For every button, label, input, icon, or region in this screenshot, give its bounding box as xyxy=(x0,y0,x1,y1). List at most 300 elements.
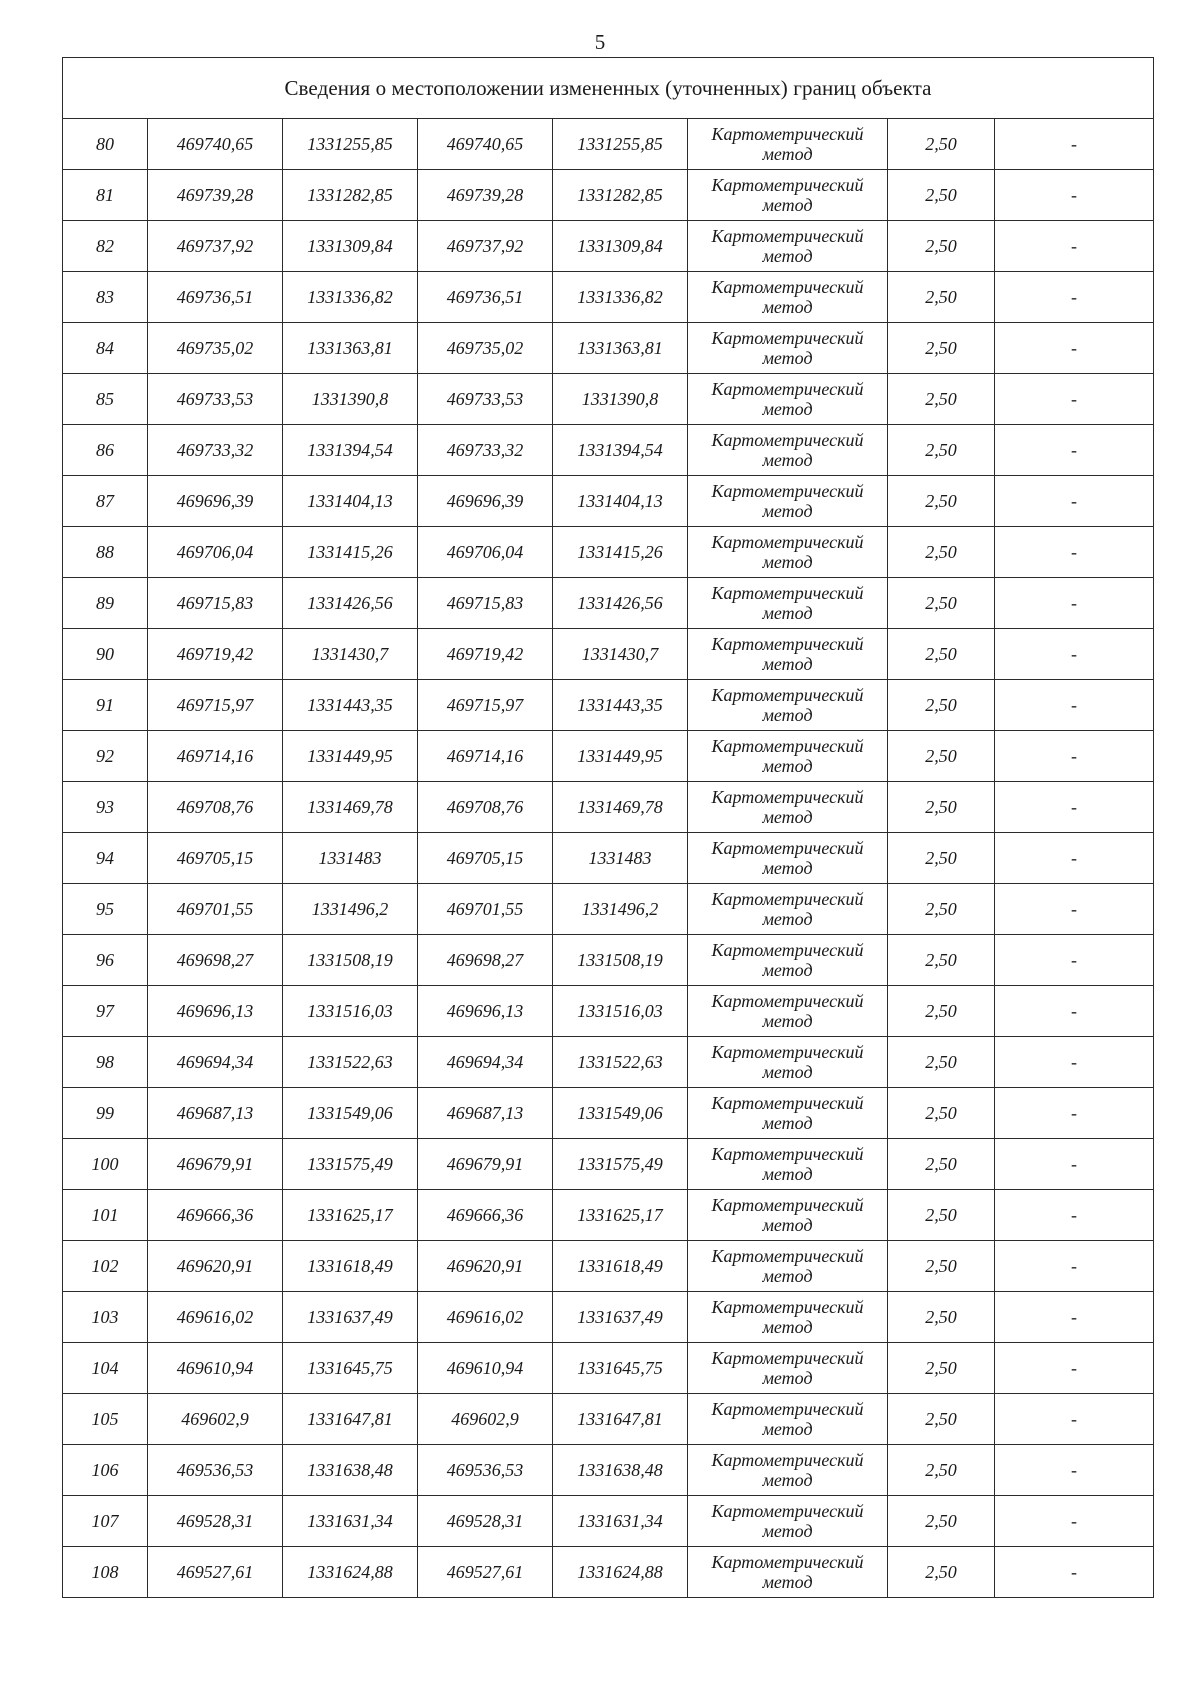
refined-y-cell: 1331336,82 xyxy=(553,272,688,323)
existing-y-cell: 1331516,03 xyxy=(283,986,418,1037)
existing-y-cell: 1331390,8 xyxy=(283,374,418,425)
point-number-cell: 83 xyxy=(63,272,148,323)
refined-y-cell: 1331508,19 xyxy=(553,935,688,986)
note-cell: - xyxy=(995,1088,1154,1139)
existing-x-cell: 469527,61 xyxy=(148,1547,283,1598)
table-row xyxy=(63,374,1154,425)
existing-x-cell: 469737,92 xyxy=(148,221,283,272)
existing-y-cell: 1331394,54 xyxy=(283,425,418,476)
accuracy-cell: 2,50 xyxy=(888,119,995,170)
method-label-line2: метод xyxy=(762,1011,813,1031)
method-label-line1: Картометрический xyxy=(711,1297,864,1317)
point-number-cell: 86 xyxy=(63,425,148,476)
note-cell: - xyxy=(995,578,1154,629)
table-row xyxy=(63,170,1154,221)
existing-x-cell: 469687,13 xyxy=(148,1088,283,1139)
method-label-line1: Картометрический xyxy=(711,838,864,858)
method-cell xyxy=(688,1037,888,1088)
point-number-cell: 102 xyxy=(63,1241,148,1292)
accuracy-cell: 2,50 xyxy=(888,170,995,221)
point-number-cell: 94 xyxy=(63,833,148,884)
method-label-line1: Картометрический xyxy=(711,1399,864,1419)
note-cell: - xyxy=(995,629,1154,680)
method-label-line2: метод xyxy=(762,144,813,164)
existing-y-cell: 1331522,63 xyxy=(283,1037,418,1088)
method-label-line1: Картометрический xyxy=(711,277,864,297)
note-cell: - xyxy=(995,1241,1154,1292)
accuracy-cell: 2,50 xyxy=(888,425,995,476)
accuracy-cell: 2,50 xyxy=(888,935,995,986)
refined-x-cell: 469696,13 xyxy=(418,986,553,1037)
accuracy-cell: 2,50 xyxy=(888,1496,995,1547)
refined-x-cell: 469696,39 xyxy=(418,476,553,527)
table-row xyxy=(63,272,1154,323)
existing-x-cell: 469705,15 xyxy=(148,833,283,884)
accuracy-cell: 2,50 xyxy=(888,272,995,323)
method-label-line1: Картометрический xyxy=(711,1042,864,1062)
point-number-cell: 107 xyxy=(63,1496,148,1547)
refined-y-cell: 1331637,49 xyxy=(553,1292,688,1343)
method-label-line2: метод xyxy=(762,603,813,623)
accuracy-cell: 2,50 xyxy=(888,1190,995,1241)
method-label-line1: Картометрический xyxy=(711,1144,864,1164)
accuracy-cell: 2,50 xyxy=(888,1343,995,1394)
existing-x-cell: 469536,53 xyxy=(148,1445,283,1496)
refined-x-cell: 469698,27 xyxy=(418,935,553,986)
method-label-line2: метод xyxy=(762,1266,813,1286)
method-cell xyxy=(688,1547,888,1598)
method-label-line2: метод xyxy=(762,1317,813,1337)
table-row xyxy=(63,425,1154,476)
note-cell: - xyxy=(995,731,1154,782)
existing-x-cell: 469715,83 xyxy=(148,578,283,629)
point-number-cell: 106 xyxy=(63,1445,148,1496)
point-number-cell: 89 xyxy=(63,578,148,629)
refined-y-cell: 1331496,2 xyxy=(553,884,688,935)
refined-x-cell: 469666,36 xyxy=(418,1190,553,1241)
method-label-line1: Картометрический xyxy=(711,634,864,654)
method-label-line2: метод xyxy=(762,1164,813,1184)
refined-y-cell: 1331645,75 xyxy=(553,1343,688,1394)
accuracy-cell: 2,50 xyxy=(888,782,995,833)
accuracy-cell: 2,50 xyxy=(888,884,995,935)
refined-x-cell: 469719,42 xyxy=(418,629,553,680)
refined-x-cell: 469714,16 xyxy=(418,731,553,782)
point-number-cell: 96 xyxy=(63,935,148,986)
note-cell: - xyxy=(995,119,1154,170)
refined-x-cell: 469610,94 xyxy=(418,1343,553,1394)
note-cell: - xyxy=(995,374,1154,425)
method-cell xyxy=(688,884,888,935)
table-row xyxy=(63,629,1154,680)
existing-x-cell: 469739,28 xyxy=(148,170,283,221)
table-title: Сведения о местоположении измененных (уточненных) границ объекта xyxy=(63,58,1154,119)
table-title-row xyxy=(63,58,1154,119)
existing-x-cell: 469740,65 xyxy=(148,119,283,170)
refined-x-cell: 469736,51 xyxy=(418,272,553,323)
method-label-line1: Картометрический xyxy=(711,1195,864,1215)
table-row xyxy=(63,782,1154,833)
note-cell: - xyxy=(995,1292,1154,1343)
method-label-line1: Картометрический xyxy=(711,430,864,450)
method-label-line2: метод xyxy=(762,450,813,470)
existing-y-cell: 1331483 xyxy=(283,833,418,884)
method-label-line1: Картометрический xyxy=(711,1246,864,1266)
existing-x-cell: 469602,9 xyxy=(148,1394,283,1445)
refined-x-cell: 469737,92 xyxy=(418,221,553,272)
existing-x-cell: 469610,94 xyxy=(148,1343,283,1394)
table-row xyxy=(63,1037,1154,1088)
table-row xyxy=(63,1292,1154,1343)
refined-y-cell: 1331255,85 xyxy=(553,119,688,170)
refined-x-cell: 469735,02 xyxy=(418,323,553,374)
note-cell: - xyxy=(995,1547,1154,1598)
existing-x-cell: 469715,97 xyxy=(148,680,283,731)
method-label-line1: Картометрический xyxy=(711,889,864,909)
table-row xyxy=(63,935,1154,986)
point-number-cell: 95 xyxy=(63,884,148,935)
refined-y-cell: 1331483 xyxy=(553,833,688,884)
existing-y-cell: 1331336,82 xyxy=(283,272,418,323)
refined-x-cell: 469739,28 xyxy=(418,170,553,221)
point-number-cell: 99 xyxy=(63,1088,148,1139)
existing-y-cell: 1331282,85 xyxy=(283,170,418,221)
table-row xyxy=(63,119,1154,170)
existing-x-cell: 469733,32 xyxy=(148,425,283,476)
method-label-line2: метод xyxy=(762,858,813,878)
refined-x-cell: 469708,76 xyxy=(418,782,553,833)
method-label-line1: Картометрический xyxy=(711,532,864,552)
method-cell xyxy=(688,629,888,680)
method-label-line2: метод xyxy=(762,246,813,266)
method-label-line2: метод xyxy=(762,1470,813,1490)
table-row xyxy=(63,323,1154,374)
method-cell xyxy=(688,374,888,425)
table-row xyxy=(63,884,1154,935)
accuracy-cell: 2,50 xyxy=(888,1241,995,1292)
page-number: 5 xyxy=(594,30,606,54)
accuracy-cell: 2,50 xyxy=(888,680,995,731)
existing-y-cell: 1331443,35 xyxy=(283,680,418,731)
existing-x-cell: 469696,39 xyxy=(148,476,283,527)
refined-x-cell: 469679,91 xyxy=(418,1139,553,1190)
point-number-cell: 85 xyxy=(63,374,148,425)
point-number-cell: 101 xyxy=(63,1190,148,1241)
boundary-coordinates-table xyxy=(62,57,1154,1598)
method-label-line2: метод xyxy=(762,1113,813,1133)
method-label-line1: Картометрический xyxy=(711,583,864,603)
method-label-line2: метод xyxy=(762,1368,813,1388)
point-number-cell: 92 xyxy=(63,731,148,782)
method-label-line1: Картометрический xyxy=(711,1093,864,1113)
method-label-line1: Картометрический xyxy=(711,787,864,807)
existing-y-cell: 1331469,78 xyxy=(283,782,418,833)
method-cell xyxy=(688,527,888,578)
refined-x-cell: 469602,9 xyxy=(418,1394,553,1445)
accuracy-cell: 2,50 xyxy=(888,833,995,884)
method-label-line1: Картометрический xyxy=(711,991,864,1011)
method-label-line2: метод xyxy=(762,705,813,725)
refined-y-cell: 1331394,54 xyxy=(553,425,688,476)
existing-x-cell: 469706,04 xyxy=(148,527,283,578)
existing-x-cell: 469708,76 xyxy=(148,782,283,833)
existing-x-cell: 469735,02 xyxy=(148,323,283,374)
method-label-line2: метод xyxy=(762,909,813,929)
refined-y-cell: 1331638,48 xyxy=(553,1445,688,1496)
method-cell xyxy=(688,1343,888,1394)
method-cell xyxy=(688,476,888,527)
method-label-line2: метод xyxy=(762,1572,813,1592)
method-cell xyxy=(688,986,888,1037)
method-cell xyxy=(688,119,888,170)
method-label-line1: Картометрический xyxy=(711,940,864,960)
point-number-cell: 87 xyxy=(63,476,148,527)
note-cell: - xyxy=(995,170,1154,221)
table-row xyxy=(63,833,1154,884)
refined-y-cell: 1331522,63 xyxy=(553,1037,688,1088)
point-number-cell: 97 xyxy=(63,986,148,1037)
accuracy-cell: 2,50 xyxy=(888,1139,995,1190)
refined-y-cell: 1331549,06 xyxy=(553,1088,688,1139)
refined-x-cell: 469528,31 xyxy=(418,1496,553,1547)
table-row xyxy=(63,476,1154,527)
refined-y-cell: 1331390,8 xyxy=(553,374,688,425)
table-row xyxy=(63,1343,1154,1394)
table-row xyxy=(63,1394,1154,1445)
existing-x-cell: 469719,42 xyxy=(148,629,283,680)
method-cell xyxy=(688,1139,888,1190)
existing-y-cell: 1331255,85 xyxy=(283,119,418,170)
method-label-line1: Картометрический xyxy=(711,685,864,705)
method-cell xyxy=(688,221,888,272)
method-label-line2: метод xyxy=(762,1521,813,1541)
existing-y-cell: 1331625,17 xyxy=(283,1190,418,1241)
note-cell: - xyxy=(995,323,1154,374)
refined-x-cell: 469715,83 xyxy=(418,578,553,629)
method-cell xyxy=(688,170,888,221)
existing-x-cell: 469736,51 xyxy=(148,272,283,323)
existing-y-cell: 1331647,81 xyxy=(283,1394,418,1445)
method-label-line1: Картометрический xyxy=(711,175,864,195)
note-cell: - xyxy=(995,935,1154,986)
existing-y-cell: 1331496,2 xyxy=(283,884,418,935)
method-label-line1: Картометрический xyxy=(711,1552,864,1572)
method-label-line2: метод xyxy=(762,399,813,419)
existing-y-cell: 1331309,84 xyxy=(283,221,418,272)
method-label-line2: метод xyxy=(762,756,813,776)
accuracy-cell: 2,50 xyxy=(888,1394,995,1445)
accuracy-cell: 2,50 xyxy=(888,1292,995,1343)
point-number-cell: 88 xyxy=(63,527,148,578)
method-label-line2: метод xyxy=(762,960,813,980)
point-number-cell: 105 xyxy=(63,1394,148,1445)
method-cell xyxy=(688,425,888,476)
point-number-cell: 91 xyxy=(63,680,148,731)
accuracy-cell: 2,50 xyxy=(888,1445,995,1496)
method-label-line2: метод xyxy=(762,297,813,317)
refined-x-cell: 469620,91 xyxy=(418,1241,553,1292)
method-label-line1: Картометрический xyxy=(711,736,864,756)
refined-x-cell: 469706,04 xyxy=(418,527,553,578)
note-cell: - xyxy=(995,1394,1154,1445)
refined-y-cell: 1331624,88 xyxy=(553,1547,688,1598)
refined-x-cell: 469705,15 xyxy=(418,833,553,884)
note-cell: - xyxy=(995,425,1154,476)
refined-y-cell: 1331618,49 xyxy=(553,1241,688,1292)
table-row xyxy=(63,1445,1154,1496)
point-number-cell: 100 xyxy=(63,1139,148,1190)
refined-y-cell: 1331309,84 xyxy=(553,221,688,272)
table-row xyxy=(63,1241,1154,1292)
method-cell xyxy=(688,1241,888,1292)
method-label-line2: метод xyxy=(762,501,813,521)
existing-y-cell: 1331637,49 xyxy=(283,1292,418,1343)
note-cell: - xyxy=(995,1445,1154,1496)
accuracy-cell: 2,50 xyxy=(888,374,995,425)
existing-x-cell: 469666,36 xyxy=(148,1190,283,1241)
table-row xyxy=(63,221,1154,272)
point-number-cell: 82 xyxy=(63,221,148,272)
method-cell xyxy=(688,782,888,833)
method-cell xyxy=(688,578,888,629)
note-cell: - xyxy=(995,680,1154,731)
existing-y-cell: 1331508,19 xyxy=(283,935,418,986)
existing-y-cell: 1331618,49 xyxy=(283,1241,418,1292)
note-cell: - xyxy=(995,782,1154,833)
existing-y-cell: 1331430,7 xyxy=(283,629,418,680)
refined-x-cell: 469733,32 xyxy=(418,425,553,476)
note-cell: - xyxy=(995,1139,1154,1190)
existing-y-cell: 1331415,26 xyxy=(283,527,418,578)
method-cell xyxy=(688,323,888,374)
point-number-cell: 80 xyxy=(63,119,148,170)
existing-y-cell: 1331426,56 xyxy=(283,578,418,629)
method-cell xyxy=(688,272,888,323)
table-row xyxy=(63,1547,1154,1598)
note-cell: - xyxy=(995,1496,1154,1547)
method-label-line1: Картометрический xyxy=(711,379,864,399)
existing-y-cell: 1331363,81 xyxy=(283,323,418,374)
refined-y-cell: 1331415,26 xyxy=(553,527,688,578)
method-cell xyxy=(688,1445,888,1496)
table-row xyxy=(63,578,1154,629)
accuracy-cell: 2,50 xyxy=(888,578,995,629)
table-row xyxy=(63,680,1154,731)
existing-x-cell: 469616,02 xyxy=(148,1292,283,1343)
method-label-line2: метод xyxy=(762,195,813,215)
refined-y-cell: 1331631,34 xyxy=(553,1496,688,1547)
existing-x-cell: 469698,27 xyxy=(148,935,283,986)
existing-x-cell: 469714,16 xyxy=(148,731,283,782)
existing-y-cell: 1331575,49 xyxy=(283,1139,418,1190)
method-cell xyxy=(688,1292,888,1343)
note-cell: - xyxy=(995,1343,1154,1394)
point-number-cell: 93 xyxy=(63,782,148,833)
accuracy-cell: 2,50 xyxy=(888,527,995,578)
table-row xyxy=(63,731,1154,782)
point-number-cell: 90 xyxy=(63,629,148,680)
method-cell xyxy=(688,731,888,782)
method-label-line2: метод xyxy=(762,348,813,368)
method-cell xyxy=(688,1496,888,1547)
point-number-cell: 103 xyxy=(63,1292,148,1343)
refined-y-cell: 1331469,78 xyxy=(553,782,688,833)
method-label-line1: Картометрический xyxy=(711,1450,864,1470)
method-label-line1: Картометрический xyxy=(711,124,864,144)
refined-y-cell: 1331363,81 xyxy=(553,323,688,374)
existing-y-cell: 1331631,34 xyxy=(283,1496,418,1547)
note-cell: - xyxy=(995,527,1154,578)
refined-y-cell: 1331282,85 xyxy=(553,170,688,221)
refined-y-cell: 1331575,49 xyxy=(553,1139,688,1190)
refined-y-cell: 1331443,35 xyxy=(553,680,688,731)
table-row xyxy=(63,1139,1154,1190)
refined-x-cell: 469701,55 xyxy=(418,884,553,935)
point-number-cell: 104 xyxy=(63,1343,148,1394)
existing-y-cell: 1331638,48 xyxy=(283,1445,418,1496)
refined-y-cell: 1331426,56 xyxy=(553,578,688,629)
refined-x-cell: 469715,97 xyxy=(418,680,553,731)
refined-y-cell: 1331647,81 xyxy=(553,1394,688,1445)
method-label-line1: Картометрический xyxy=(711,1348,864,1368)
existing-y-cell: 1331449,95 xyxy=(283,731,418,782)
existing-y-cell: 1331549,06 xyxy=(283,1088,418,1139)
note-cell: - xyxy=(995,833,1154,884)
table-row xyxy=(63,1088,1154,1139)
accuracy-cell: 2,50 xyxy=(888,986,995,1037)
table-row xyxy=(63,1190,1154,1241)
point-number-cell: 81 xyxy=(63,170,148,221)
existing-x-cell: 469620,91 xyxy=(148,1241,283,1292)
method-label-line2: метод xyxy=(762,552,813,572)
existing-x-cell: 469528,31 xyxy=(148,1496,283,1547)
existing-x-cell: 469701,55 xyxy=(148,884,283,935)
refined-x-cell: 469733,53 xyxy=(418,374,553,425)
refined-y-cell: 1331625,17 xyxy=(553,1190,688,1241)
accuracy-cell: 2,50 xyxy=(888,731,995,782)
existing-y-cell: 1331624,88 xyxy=(283,1547,418,1598)
accuracy-cell: 2,50 xyxy=(888,1037,995,1088)
method-cell xyxy=(688,833,888,884)
accuracy-cell: 2,50 xyxy=(888,323,995,374)
note-cell: - xyxy=(995,1190,1154,1241)
refined-x-cell: 469694,34 xyxy=(418,1037,553,1088)
method-label-line1: Картометрический xyxy=(711,1501,864,1521)
method-label-line2: метод xyxy=(762,654,813,674)
accuracy-cell: 2,50 xyxy=(888,629,995,680)
note-cell: - xyxy=(995,221,1154,272)
method-label-line1: Картометрический xyxy=(711,328,864,348)
method-label-line2: метод xyxy=(762,1419,813,1439)
note-cell: - xyxy=(995,884,1154,935)
refined-y-cell: 1331430,7 xyxy=(553,629,688,680)
method-label-line1: Картометрический xyxy=(711,226,864,246)
point-number-cell: 84 xyxy=(63,323,148,374)
note-cell: - xyxy=(995,1037,1154,1088)
existing-x-cell: 469696,13 xyxy=(148,986,283,1037)
refined-x-cell: 469527,61 xyxy=(418,1547,553,1598)
refined-y-cell: 1331449,95 xyxy=(553,731,688,782)
point-number-cell: 98 xyxy=(63,1037,148,1088)
refined-x-cell: 469536,53 xyxy=(418,1445,553,1496)
refined-x-cell: 469740,65 xyxy=(418,119,553,170)
existing-y-cell: 1331645,75 xyxy=(283,1343,418,1394)
point-number-cell: 108 xyxy=(63,1547,148,1598)
method-label-line1: Картометрический xyxy=(711,481,864,501)
accuracy-cell: 2,50 xyxy=(888,476,995,527)
existing-x-cell: 469679,91 xyxy=(148,1139,283,1190)
method-cell xyxy=(688,1190,888,1241)
